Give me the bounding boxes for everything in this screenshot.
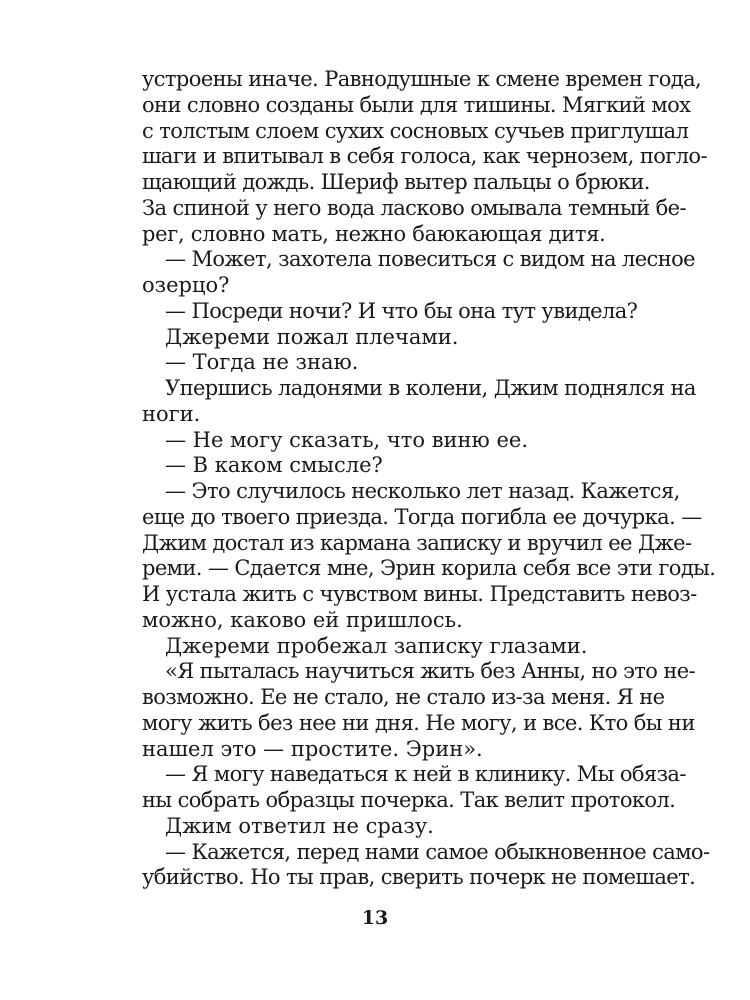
text-line: шаги и впитывал в себя голоса, как чернозем, погло- bbox=[142, 144, 707, 169]
text-line: нашел это — простите. Эрин». bbox=[142, 736, 483, 761]
text-line: — В каком смысле? bbox=[165, 453, 383, 478]
text-line: И устала жить с чувством вины. Представить невоз- bbox=[142, 582, 697, 606]
text-line: еще до твоего приезда. Тогда погибла ее дочурка. — bbox=[142, 504, 702, 529]
text-line: — Может, захотела повеситься с видом на лесное bbox=[165, 247, 695, 272]
text-line: — Я могу наведаться к ней в клинику. Мы обяза- bbox=[165, 762, 686, 787]
text-line: озерцо? bbox=[142, 273, 230, 297]
text-line: ны собрать образцы почерка. Так велит протокол. bbox=[142, 788, 676, 812]
text-line: рег, словно мать, нежно баюкающая дитя. bbox=[142, 221, 606, 246]
text-line: Джим ответил не сразу. bbox=[165, 813, 434, 838]
body-text bbox=[142, 67, 716, 891]
text-line: Джереми пробежал записку глазами. bbox=[165, 633, 588, 658]
text-line: За спиной у него вода ласково омывала темный бе- bbox=[142, 195, 686, 220]
text-line: — Посреди ночи? И что бы она тут увидела? bbox=[165, 298, 638, 323]
text-line: «Я пыталась научиться жить без Анны, но это не- bbox=[165, 659, 696, 684]
text-line: возможно. Ее не стало, не стало из-за меня. Я не bbox=[142, 685, 665, 709]
text-line: могу жить без нее ни дня. Не могу, и все. Кто бы ни bbox=[142, 710, 695, 735]
text-line: ноги. bbox=[142, 401, 201, 426]
text-line: щающий дождь. Шериф вытер пальцы о брюки. bbox=[142, 170, 650, 194]
text-line: реми. — Сдается мне, Эрин корила себя все эти годы. bbox=[142, 556, 716, 581]
text-line: Джим достал из кармана записку и вручил ее Дже- bbox=[142, 530, 692, 555]
text-line: с толстым слоем сухих сосновых сучьев приглушал bbox=[142, 118, 689, 143]
page-number: 13 bbox=[361, 907, 389, 929]
text-line: — Кажется, перед нами самое обыкновенное само- bbox=[165, 839, 710, 864]
text-line: — Тогда не знаю. bbox=[165, 350, 359, 375]
text-line: Джереми пожал плечами. bbox=[165, 324, 459, 349]
text-line: убийство. Но ты прав, сверить почерк не помешает. bbox=[142, 865, 696, 890]
text-line: Упершись ладонями в колени, Джим поднялся на bbox=[165, 376, 696, 400]
text-line: — Это случилось несколько лет назад. Кажется, bbox=[165, 479, 680, 503]
text-line: устроены иначе. Равнодушные к смене времен года, bbox=[142, 67, 702, 91]
text-line: можно, каково ей пришлось. bbox=[142, 607, 463, 632]
text-line: — Не могу сказать, что виню ее. bbox=[165, 427, 529, 452]
text-line: они словно созданы были для тишины. Мягкий мох bbox=[142, 92, 691, 117]
